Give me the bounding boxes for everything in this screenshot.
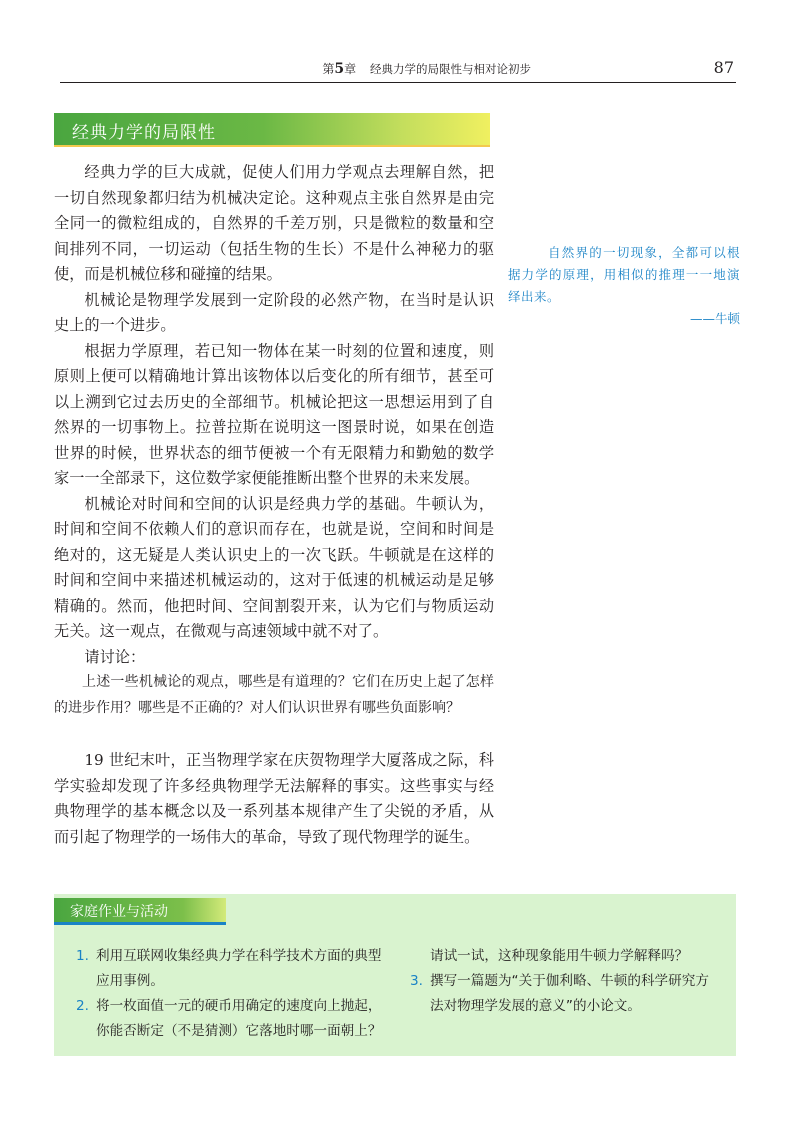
chapter-title: 经典力学的局限性与相对论初步 — [370, 62, 531, 76]
chapter-number: 5 — [334, 61, 345, 77]
discussion-text: 上述一些机械论的观点，哪些是有道理的？它们在历史上起了怎样的进步作用？哪些是不正确的？对人们认识世界有哪些负面影响？ — [54, 674, 494, 716]
chapter-suffix: 章 — [344, 62, 357, 76]
homework-item-text: 撰写一篇题为“关于伽利略、牛顿的科学研究方法对物理学发展的意义”的小论文。 — [430, 973, 709, 1014]
homework-item — [76, 994, 388, 1044]
homework-item-text: 利用互联网收集经典力学在科学技术方面的典型应用事例。 — [96, 948, 382, 989]
margin-quote — [508, 242, 740, 330]
paragraph: 根据力学原理，若已知一物体在某一时刻的位置和速度，则原则上便可以精确地计算出该物体以后变化的所有细节，甚至可以上溯到它过去历史的全部细节。机械论把这一思想运用到了自然界的一切事物上。拉普拉斯在说明这一图景时说，如果在创造世界的时候，世界状态的细节便被一个有无限精力和勤勉的数学家一一全部录下，这位数学家便能推断出整个世界的未来发展。 — [54, 341, 494, 487]
quote-text: 自然界的一切现象，全都可以根据力学的原理，用相似的推理一一地演绎出来。 — [508, 245, 740, 304]
paragraph: 机械论对时间和空间的认识是经典力学的基础。牛顿认为，时间和空间不依赖人们的意识而存在，也就是说，空间和时间是绝对的，这无疑是人类认识史上的一次飞跃。牛顿就是在这样的时间和空间中来描述机械运动的，这对于低速的机械运动是足够精确的。然而，他把时间、空间割裂开来，认为它们与物质运动无关。这一观点，在微观与高速领域中就不对了。 — [54, 494, 494, 640]
homework-item-number: 2. — [76, 998, 89, 1014]
chapter-heading — [322, 60, 531, 77]
homework-title-bar — [54, 898, 226, 925]
section-title: 经典力学的局限性 — [72, 123, 216, 143]
discussion-label: 请讨论： — [84, 647, 146, 666]
homework-item-continued — [410, 944, 722, 969]
quote-author: ——牛顿 — [689, 311, 740, 326]
page-number: 87 — [713, 58, 734, 77]
page-header — [60, 58, 736, 83]
homework-item-text: 将一枚面值一元的硬币用确定的速度向上抛起，你能否断定（不是猜测）它落地时哪一面朝上？ — [96, 998, 382, 1039]
homework-item-number: 3. — [410, 973, 423, 989]
section-title-bar — [54, 113, 490, 147]
chapter-prefix: 第 — [322, 62, 335, 76]
closing-paragraph: 19 世纪末叶，正当物理学家在庆贺物理学大厦落成之际，科学实验却发现了许多经典物理学无法解释的事实。这些事实与经典物理学的基本概念以及一系列基本规律产生了尖锐的矛盾，从而引起了物理学的一场伟大的革命，导致了现代物理学的诞生。 — [54, 751, 494, 846]
main-text — [54, 160, 494, 850]
homework-item-number: 1. — [76, 948, 89, 964]
paragraph: 经典力学的巨大成就，促使人们用力学观点去理解自然，把一切自然现象都归结为机械决定论。这种观点主张自然界是由完全同一的微粒组成的，自然界的千差万别，只是微粒的数量和空间排列不同，一切运动（包括生物的生长）不是什么神秘力的驱使，而是机械位移和碰撞的结果。 — [54, 163, 494, 283]
homework-box — [54, 894, 736, 1056]
paragraph: 机械论是物理学发展到一定阶段的必然产物，在当时是认识史上的一个进步。 — [54, 290, 494, 334]
homework-title: 家庭作业与活动 — [70, 904, 168, 920]
homework-item — [410, 969, 722, 1019]
homework-column-left — [76, 944, 388, 1044]
homework-item-text: 请试一试，这种现象能用牛顿力学解释吗？ — [430, 948, 689, 964]
homework-column-right — [410, 944, 722, 1019]
homework-item — [76, 944, 388, 994]
